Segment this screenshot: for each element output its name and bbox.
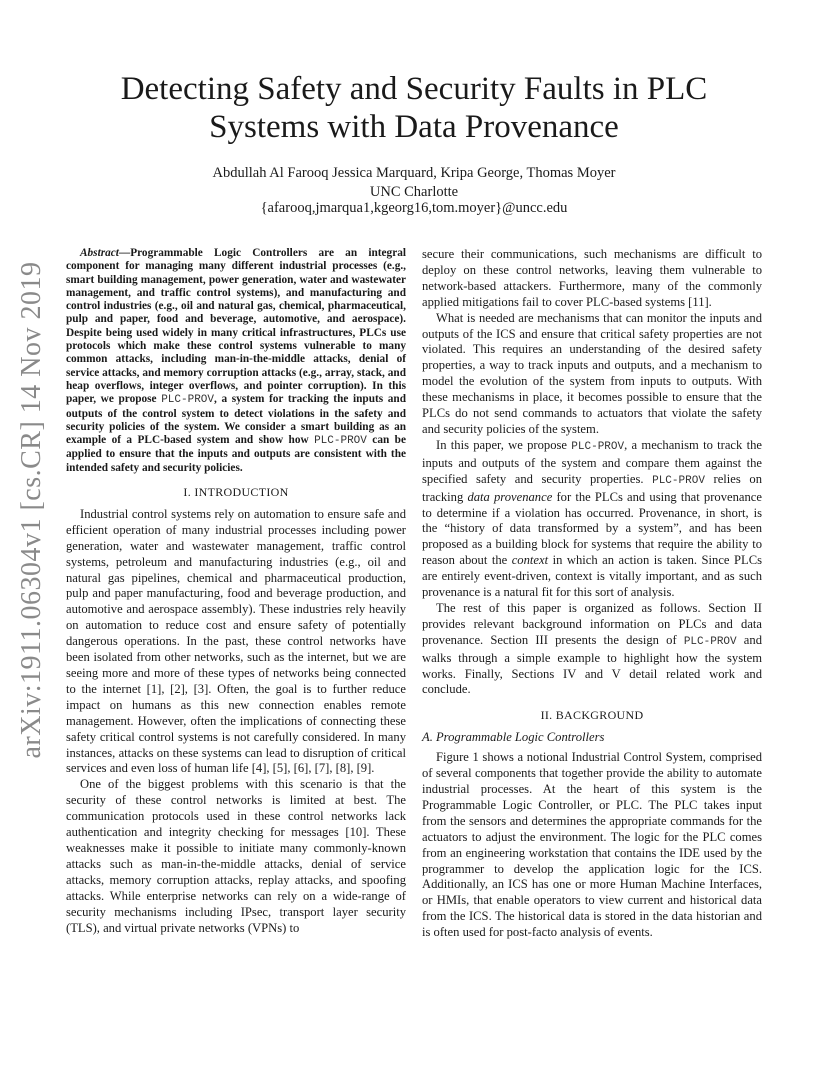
intro-paragraph-1: Industrial control systems rely on automation to ensure safe and efficient operation of many industrial processes including power generation, water and wastewater management, traffic control systems, petroleum and manufacturing industries (e.g., oil and natural gas pipelines, chemical and pharmaceutical production, pulp and paper manufacturing, food and beverage production, and automotive and aerospace assembly). These industries rely heavily on automation to reduce cost and ensure safety of potentially dangerous operations. In the past, these control networks have been isolated from other networks, such as the internet, but we are seeing more and more of these types of networks being connected to the internet [1], [2], [3]. Often, the goal is to further reduce impact on humans as this new connection enables remote management. However, often the implications of connecting these safety critical control systems is not carefully considered. In many instances, attacks on these systems can lead to disruption of critical services and even loss of human life [4], [5], [6], [7], [8], [9].	[66, 506, 406, 776]
right-column	[422, 247, 762, 941]
intro-paragraph-2: One of the biggest problems with this scenario is that the security of these control networks is limited at best. The communication protocols used in these control networks lack authentication and integrity checking for messages [10]. These weaknesses make it possible to initiate many commonly-known attacks such as man-in-the-middle attacks, denial of service attacks, memory corruption attacks, replay attacks, and spoofing attacks. While enterprise networks can rely on a wide-range of security mechanisms including IPsec, transport layer security (TLS), and virtual private networks (VPNs) to	[66, 777, 406, 935]
section-heading-background: II. BACKGROUND	[540, 708, 644, 723]
intro-paragraph-2-continued: secure their communications, such mechanisms are difficult to deploy on these control networks, leaving them vulnerable to network-based attackers. Furthermore, many of the commonly applied mitigations fail to cover PLC-based systems [11].	[422, 247, 762, 309]
paper-title	[80, 70, 748, 146]
left-column	[66, 247, 406, 936]
p4-text-e: in which an action is taken. Since PLCs are entirely event-driven, context is vitally important, and as such provenance is a natural fit for this sort of analysis.	[422, 553, 762, 600]
title-line-1: Detecting Safety and Security Faults in PLC	[120, 71, 708, 107]
p4-text-a: In this paper, we propose	[436, 437, 572, 452]
author-block	[80, 164, 748, 202]
intro-paragraph-5	[422, 601, 762, 698]
p4-emphasis-2: context	[511, 553, 549, 568]
p4-text-d: for the PLCs and using that provenance to determine if a violation has occurred. Provenance, in short, is the “history of data transformed by a system”, and has been proposed as a building block for systems that require the ability to reason about the	[422, 489, 762, 568]
author-names: Abdullah Al Farooq Jessica Marquard, Kripa George, Thomas Moyer	[212, 165, 616, 181]
p5-text-b: and walks through a simple example to highlight how the system works. Finally, Sections IV and V detail related work and conclude.	[422, 632, 762, 697]
arxiv-identifier: arXiv:1911.06304v1 [cs.CR] 14 Nov 2019	[16, 261, 47, 759]
affiliation: UNC Charlotte	[369, 184, 459, 200]
p4-text-b: , a mechanism to track the inputs and outputs of the system and compare them against the specified safety and security properties.	[422, 437, 762, 486]
abstract-system-name-2: PLC-PROV	[314, 435, 367, 448]
p5-text-a: The rest of this paper is organized as follows. Section II provides relevant background information on PLCs and data provenance. Section III presents the design of	[422, 600, 762, 647]
p4-text-c: relies on tracking	[422, 471, 762, 504]
abstract-text-3: can be applied to ensure that the inputs and outputs are consistent with the intended safety and security policies.	[66, 434, 406, 474]
p4-system-name-1: PLC-PROV	[571, 440, 625, 453]
p4-system-name-2: PLC-PROV	[652, 474, 705, 487]
background-paragraph-1: Figure 1 shows a notional Industrial Control System, comprised of several components that together provide the ability to automate industrial processes. At the heart of this system is the Programmable Logic Controller, or PLC. The PLC takes input from the sensors and determines the appropriate commands for the actuators to adjust the environment. The logic for the PLC comes from an engineering workstation that contains the IDE used by the programmer to develop the application logic for the ICS. Additionally, an ICS has one or more Human Machine Interfaces, or HMIs, that enable operators to view current and historical data from the ICS. The historical data is stored in the data historian and is often used for post-facto analysis of events.	[422, 750, 762, 940]
p5-system-name: PLC-PROV	[683, 635, 737, 648]
intro-paragraph-3: What is needed are mechanisms that can monitor the inputs and outputs of the ICS and ensure that critical safety properties are not violated. This requires an understanding of the desired safety properties, a way to track inputs and outputs, and a mechanism to model the evolution of the system from inputs to outputs. With these mechanisms in place, it becomes possible to ensure that the PLCs do not send commands to actuators that violate the safety and security policies of the system.	[422, 310, 762, 436]
abstract-text-2: , a system for tracking the inputs and outputs of the control system to detect violations in the safety and security policies of the system. We consider a smart building as an example of a PLC-based system and show how	[66, 393, 406, 447]
author-email: {afarooq,jmarqua1,kgeorg16,tom.moyer}@uncc.edu	[260, 200, 568, 216]
section-heading-introduction: I. INTRODUCTION	[183, 485, 289, 500]
intro-paragraph-4	[422, 438, 762, 601]
subsection-heading-plc: A. Programmable Logic Controllers	[422, 730, 605, 745]
p4-emphasis-1: data provenance	[467, 489, 553, 504]
abstract	[66, 247, 406, 475]
abstract-text-1: —Programmable Logic Controllers are an integral component for managing many different industrial processes (e.g., smart building management, power generation, water and wastewater management, and traffic control systems), and manufacturing and control industries (e.g., oil and natural gas, chemical, pharmaceutical, pulp and paper, food and beverage, automotive, and aerospace). Despite being used widely in many critical infrastructures, PLCs use protocols which make these control systems vulnerable to many common attacks, including man-in-the-middle attacks, denial of service attacks, and memory corruption attacks (e.g., array, stack, and heap overflows, integer overflows, and pointer corruption). In this paper, we propose	[66, 247, 406, 406]
abstract-label: Abstract	[80, 247, 119, 259]
title-line-2: Systems with Data Provenance	[209, 109, 619, 145]
abstract-system-name-1: PLC-PROV	[161, 394, 215, 407]
arxiv-sidebar	[10, 250, 54, 770]
